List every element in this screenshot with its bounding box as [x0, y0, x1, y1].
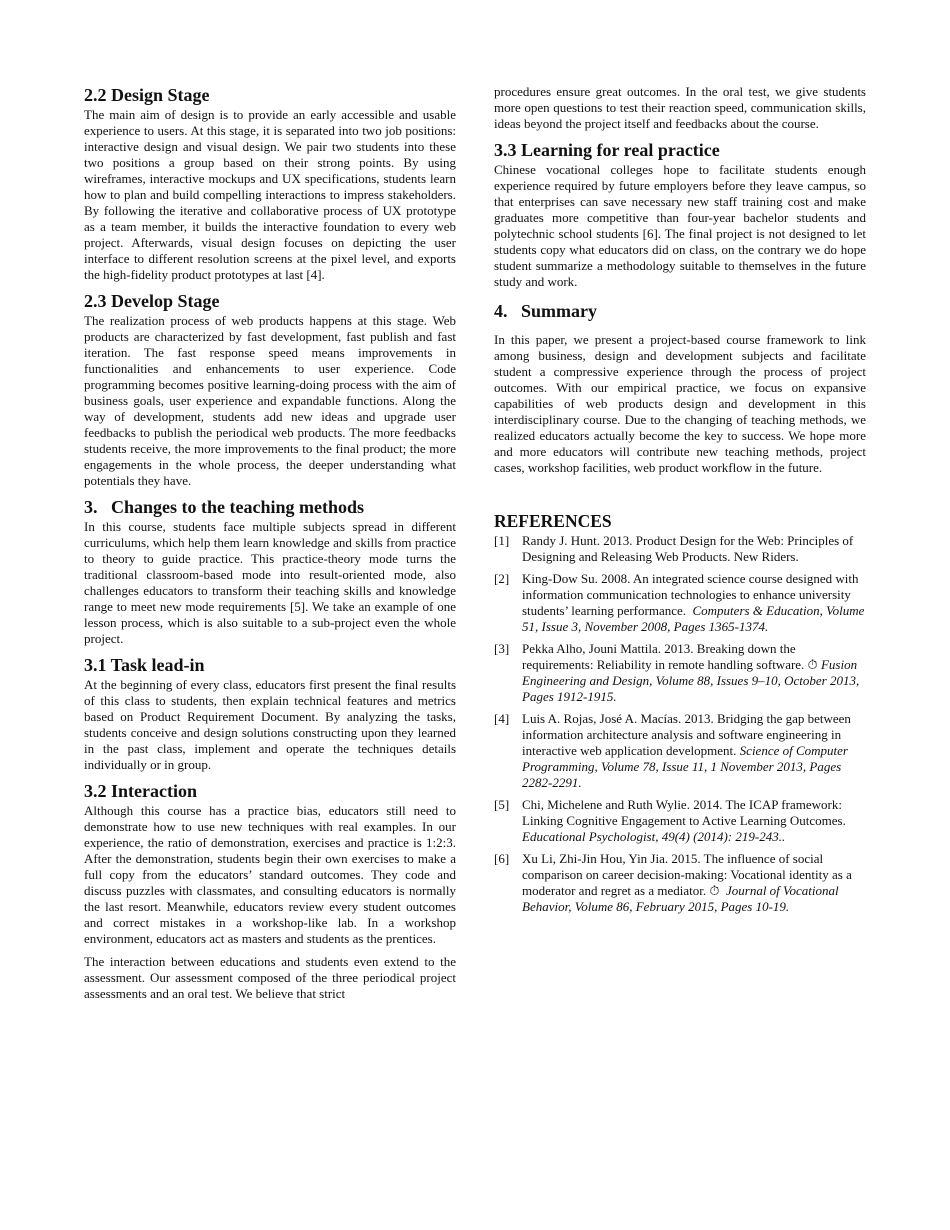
reference-item-3: [494, 641, 866, 705]
section-2-2-heading: 2.2 Design Stage: [84, 85, 210, 105]
reference-item-6: [494, 851, 866, 915]
reference-text: Randy J. Hunt. 2013. Product Design for the Web: Principles of Designing and Releasing Web Products. New Riders.: [522, 533, 854, 564]
left-column: [84, 84, 456, 1002]
section-3-1: [84, 654, 456, 773]
section-3-2-heading: 3.2 Interaction: [84, 781, 197, 801]
reference-source: Fusion Engineering and Design, Volume 88, Issues 9–10, October 2013, Pages 1912-1915.: [522, 657, 860, 704]
reference-number: [4]: [494, 711, 510, 726]
section-3-3-heading: 3.3 Learning for real practice: [494, 140, 720, 160]
reference-item-2: [494, 571, 866, 635]
reference-text: Luis A. Rojas, José A. Macías. 2013. Bridging the gap between information architecture analysis and software engineering in interactive web application development.: [522, 711, 851, 758]
section-3-heading: 3. Changes to the teaching methods: [84, 497, 365, 517]
section-2-2-body: The main aim of design is to provide an early accessible and usable experience to users. At this stage, it is separated into two job positions: interactive design and visual design. We pair two students into these two positions a group based on their strong points. By using wireframes, interactive mockups and UX specifications, students learn how to plan and build compelling interactions to impress stakeholders. By following the iterative and collaborative process of UX prototype as a team member, it builds the interactive foundation to every web project. Afterwards, visual design focuses on depicting the user interface to different resolution screens at the pixel level, and exports the high-fidelity product prototypes at last [4].: [84, 107, 456, 282]
section-2-2: [84, 84, 456, 283]
section-4-body: In this paper, we present a project-based course framework to link among business, design and development subjects and facilitate student a compressive experience through the process of project outcomes. With our empirical practice, we focus on expansive capabilities of web products design and development in this interdisciplinary course. Due to the changing of teaching methods, we realized educators actually become the key to success. We hope more and more educators will contribute new teaching methods, project cases, workshop facilities, web product workflow in the future.: [494, 332, 866, 475]
reference-source: Science of Computer Programming, Volume 78, Issue 11, 1 November 2013, Pages 2282-2291.: [522, 743, 848, 790]
references-section: [494, 510, 866, 915]
reference-text: King-Dow Su. 2008. An integrated science course designed with information communication technologies to enhance university students’ learning performance.: [522, 571, 862, 618]
references-heading: REFERENCES: [494, 511, 612, 531]
section-3-1-heading: 3.1 Task lead-in: [84, 655, 205, 675]
reference-text: Xu Li, Zhi-Jin Hou, Yin Jia. 2015. The influence of social comparison on career decision-making: Vocational identity as a moderator and regret as a mediator. ⏱: [522, 851, 856, 898]
reference-source: Journal of Vocational Behavior, Volume 86, February 2015, Pages 10-19.: [522, 883, 839, 914]
reference-item-5: [494, 797, 866, 845]
reference-number: [1]: [494, 533, 510, 548]
section-3-body: In this course, students face multiple subjects spread in different curriculums, which help them learn knowledge and skills from practice to theory to guide practice. This practice-theory mode turns the traditional classroom-based mode into result-oriented mode, also challenges educators to transform their teaching skills and knowledge range to meet new mode requirements [5]. We take an example of one lesson process, which is also suitable to a sub-project even the whole project.: [84, 519, 456, 646]
section-2-3: [84, 290, 456, 489]
reference-item-1: [494, 533, 866, 565]
references-list: [494, 533, 866, 915]
section-4-heading: 4. Summary: [494, 301, 597, 321]
section-2-3-body: The realization process of web products happens at this stage. Web products are characterized by fast development, fast publish and fast iteration. The fast response speed means improvements in functionalities and enhancements to user experience. Code programming becomes positive learning-doing process with the aim of business goals, user experience and expandable functions. Along the way of development, students add new ideas and upgrade user feedbacks to publish the periodical web products. The more feedbacks students receive, the more improvements to the final product; the more engagements in the whole process, the deeper understanding what potentials they have.: [84, 313, 456, 488]
section-3: [84, 496, 456, 647]
reference-source: Computers & Education, Volume 51, Issue 3, November 2008, Pages 1365-1374.: [522, 603, 865, 634]
right-column: [494, 84, 866, 921]
reference-number: [3]: [494, 641, 510, 656]
section-2-3-heading: 2.3 Develop Stage: [84, 291, 220, 311]
reference-number: [2]: [494, 571, 510, 586]
section-3-2-body-1: Although this course has a practice bias, educators still need to demonstrate how to use new techniques with real examples. In our experience, the ratio of demonstration, exercises and practice is 1:2:3. After the demonstration, students begin their own exercises to make a full copy from the educators’ standard outcomes. They code and discuss puzzles with classmates, and consulting educators is normally the last resort. Meanwhile, educators review every student outcomes and correct mistakes in a workshop-like lab. In a workshop environment, educators act as masters and students as the prentices.: [84, 803, 456, 946]
section-4: [494, 300, 866, 476]
section-3-2: [84, 780, 456, 1002]
section-3-3: [494, 139, 866, 290]
section-3-2-body-2: The interaction between educations and students even extend to the assessment. Our assessment composed of the three periodical project assessments and an oral test. We believe that strict: [84, 954, 456, 1001]
section-3-3-body: Chinese vocational colleges hope to facilitate students enough experience required by future employers before they leave campus, so that enterprises can save necessary new staff training cost and make graduates more competitive than four-year bachelor students and polytechnic school students [6]. The final project is not designed to let students copy what educators did on class, on the contrary we do hope student summarize a methodology suitable to themselves in the future study and work.: [494, 162, 866, 289]
reference-number: [5]: [494, 797, 510, 812]
section-3-1-body: At the beginning of every class, educators first present the final results of this class to students, then explain technical features and metrics based on Product Requirement Document. By analyzing the tasks, students conceive and design solutions constructing upon they learned in the past class, implement and operate the techniques details individually or in group.: [84, 677, 456, 772]
reference-item-4: [494, 711, 866, 791]
reference-text: Chi, Michelene and Ruth Wylie. 2014. The ICAP framework: Linking Cognitive Engagement to Active Learning Outcomes.: [522, 797, 846, 828]
continued-paragraph: procedures ensure great outcomes. In the oral test, we give students more open questions to test their reaction speed, communication skills, ideas beyond the project itself and feedbacks about the course.: [494, 84, 866, 131]
reference-source: Educational Psychologist, 49(4) (2014): 219-243..: [522, 829, 786, 844]
reference-text: Pekka Alho, Jouni Mattila. 2013. Breaking down the requirements: Reliability in remote handling software. ⏱: [522, 641, 821, 672]
reference-number: [6]: [494, 851, 510, 866]
